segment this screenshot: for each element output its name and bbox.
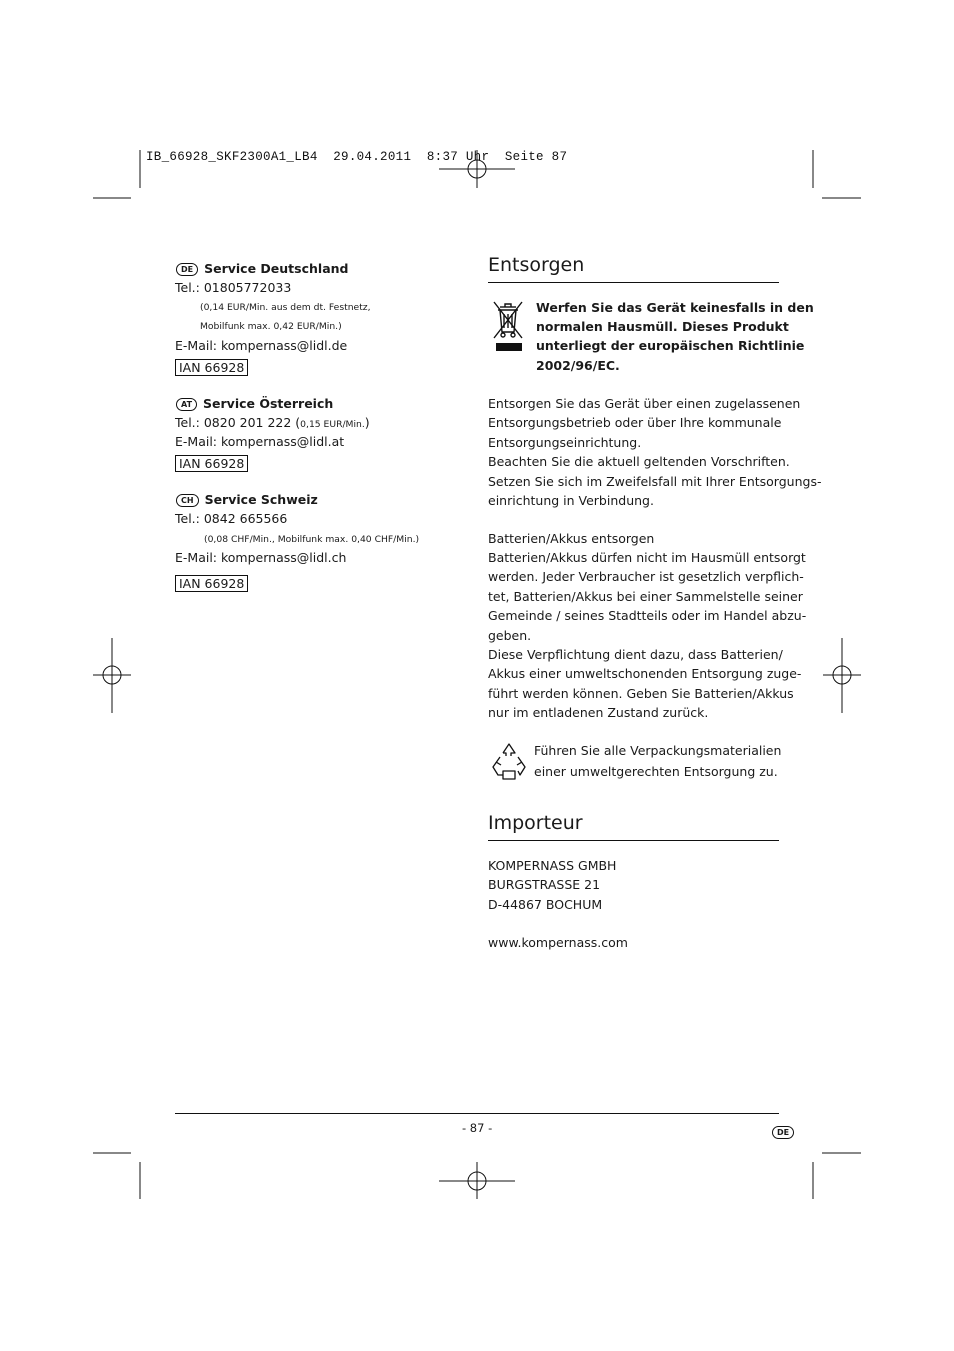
service-de-note-2: Mobilfunk max. 0,42 EUR/Min.) bbox=[200, 321, 342, 332]
de-badge: DE bbox=[176, 263, 198, 276]
service-de-ian: IAN 66928 bbox=[175, 357, 248, 376]
service-at-ian: IAN 66928 bbox=[175, 453, 248, 472]
entsorgen-rule bbox=[488, 282, 779, 283]
service-ch-title: CH Service Schweiz bbox=[176, 490, 318, 509]
recycle-notice: Führen Sie alle Verpackungsmaterialien einer umweltgerechten Entsorgung zu. bbox=[534, 743, 782, 779]
service-ch-email: E-Mail: kompernass@lidl.ch bbox=[175, 550, 347, 565]
footer-language-badge: DE bbox=[772, 1121, 794, 1140]
service-at-email: E-Mail: kompernass@lidl.at bbox=[175, 434, 345, 449]
battery-heading: Batterien/Akkus entsorgen bbox=[488, 531, 655, 546]
ch-badge: CH bbox=[176, 494, 199, 507]
entsorgen-paragraph: Entsorgen Sie das Gerät über einen zugelassenen Entsorgungsbetrieb oder über Ihre kommunale Entsorgungseinrichtung. Beachten Sie die aktuell geltenden Vorschriften. Setzen Sie sich im Zweifelsfall mit Ihrer Entsorgungs- einrichtung in Verbindung. bbox=[488, 396, 822, 509]
service-de-tel: Tel.: 01805772033 bbox=[175, 280, 292, 295]
importeur-rule bbox=[488, 840, 779, 841]
importeur-heading: Importeur bbox=[488, 812, 583, 834]
battery-paragraph: Batterien/Akkus dürfen nicht im Hausmüll entsorgt werden. Jeder Verbraucher ist gesetzlich verpflich- tet, Batterien/Akkus bei einer Sammelstelle seiner Gemeinde / seines Stadtteils oder im Handel abzu- geben. Diese Verpflichtung dient dazu, dass Batterien/ Akkus einer umweltschonenden Entsorgung zuge- führt werden können. Geben Sie Batterien/Akkus nur im entladenen Zustand zurück. bbox=[488, 550, 807, 721]
service-at-tel: Tel.: 0820 201 222 (0,15 EUR/Min.) bbox=[175, 415, 370, 430]
service-at-title: AT Service Österreich bbox=[176, 394, 333, 413]
page-number: - 87 - bbox=[462, 1121, 493, 1135]
entsorgen-heading: Entsorgen bbox=[488, 254, 585, 276]
print-slug: IB_66928_SKF2300A1_LB4 29.04.2011 8:37 Uhr Seite 87 bbox=[146, 150, 568, 164]
service-ch-tel: Tel.: 0842 665566 bbox=[175, 511, 288, 526]
service-ch-ian: IAN 66928 bbox=[175, 573, 248, 592]
footer-rule bbox=[175, 1113, 779, 1114]
service-de-note-1: (0,14 EUR/Min. aus dem dt. Festnetz, bbox=[200, 302, 371, 313]
service-ch-note: (0,08 CHF/Min., Mobilfunk max. 0,40 CHF/Min.) bbox=[204, 534, 420, 545]
importeur-website[interactable]: www.kompernass.com bbox=[488, 935, 628, 950]
weee-notice: Werfen Sie das Gerät keinesfalls in den normalen Hausmüll. Dieses Produkt unterliegt der europäischen Richtlinie 2002/96/EC. bbox=[536, 300, 814, 373]
at-badge: AT bbox=[176, 398, 197, 411]
recycle-icon bbox=[489, 741, 529, 781]
weee-bin-icon bbox=[490, 298, 526, 356]
importeur-address: KOMPERNASS GMBH BURGSTRASSE 21 D-44867 BOCHUM bbox=[488, 858, 617, 912]
service-de-email: E-Mail: kompernass@lidl.de bbox=[175, 338, 348, 353]
service-de-title: DE Service Deutschland bbox=[176, 259, 348, 278]
